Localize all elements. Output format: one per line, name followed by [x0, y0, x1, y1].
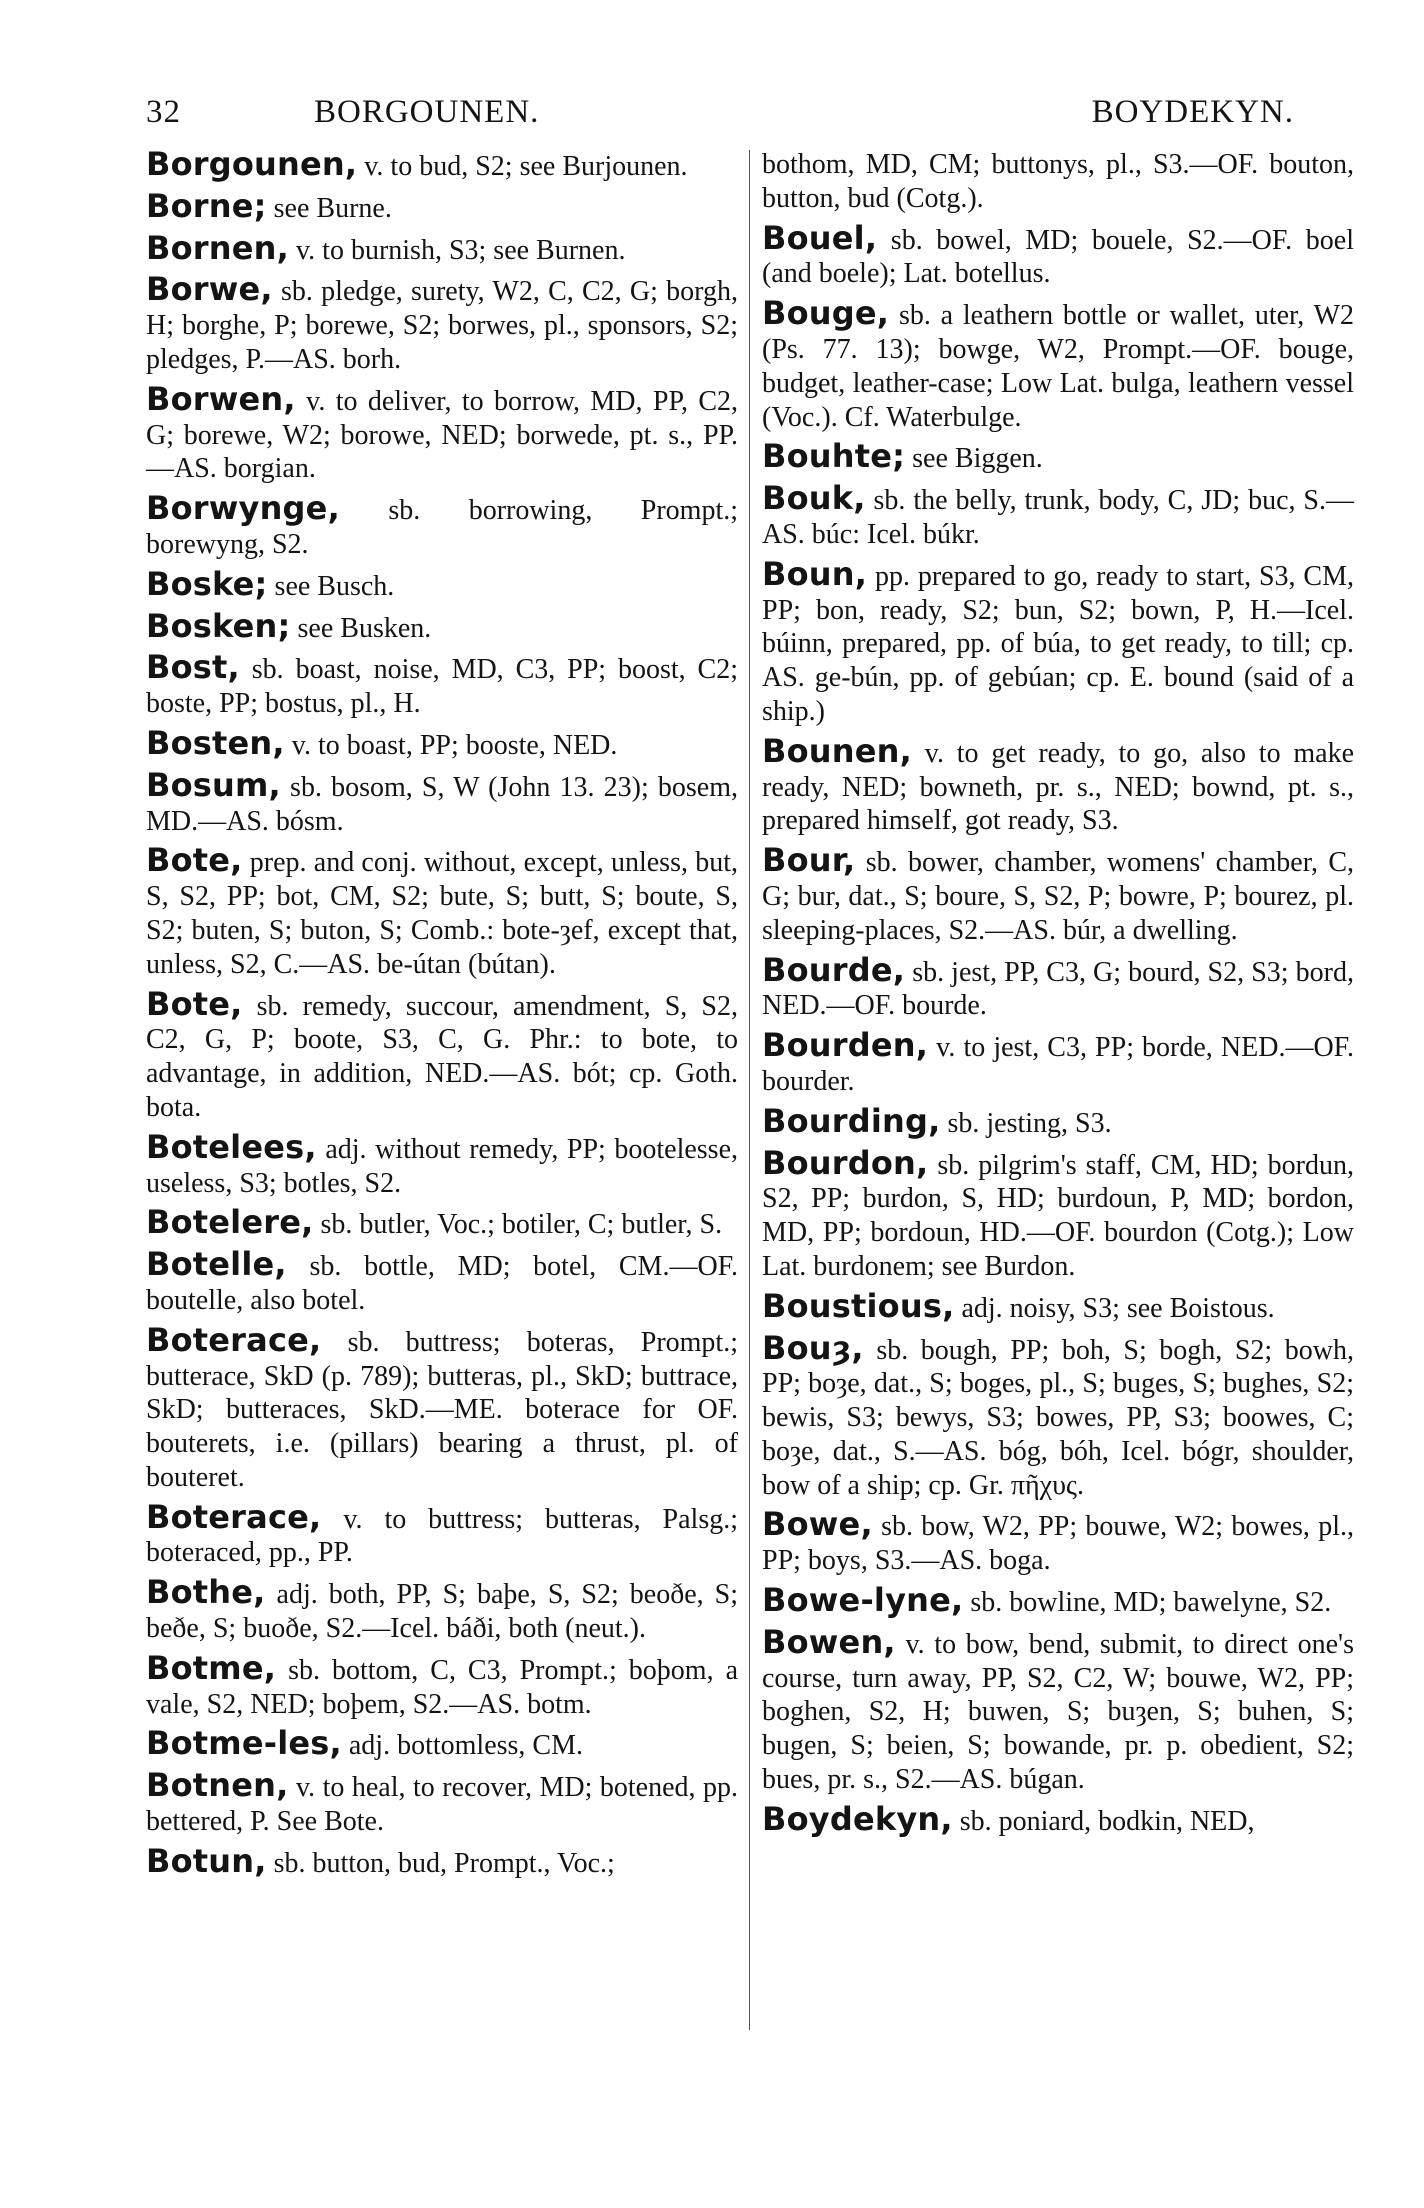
entry-headword: Botme,: [146, 1648, 277, 1687]
entry-definition: v. to heal, to recover, MD; botened, pp. bettered, P. See Bote.: [146, 1772, 738, 1838]
dictionary-entry: [146, 984, 738, 1125]
page-number: 32: [146, 94, 181, 130]
entry-headword: Bourdon,: [762, 1143, 929, 1182]
dictionary-entry: [146, 1841, 738, 1881]
entry-definition: sb. remedy, succour, amendment, S, S2, C2, G, P; boote, S3, C, G. Phr.: to bote, to advantage, in addition, NED.—AS. bót; cp. Goth. bota.: [146, 990, 738, 1123]
entry-definition: sb. bowel, MD; bouele, S2.—OF. boel (and boele); Lat. botellus.: [762, 224, 1354, 290]
entry-headword: Bosken;: [146, 606, 291, 645]
entry-definition: sb. buttress; boteras, Prompt.; butterace, SkD (p. 789); butteras, pl., SkD; buttrace, SkD; butteraces, SkD.—ME. boterace for OF. bouterets, i.e. (pillars) bearing a thrust, pl. of bouteret.: [146, 1326, 738, 1493]
entry-headword: Borwen,: [146, 379, 296, 418]
entry-headword: Bour,: [762, 841, 856, 880]
entry-definition: sb. butler, Voc.; botiler, C; butler, S.: [313, 1209, 723, 1241]
entry-definition: v. to get ready, to go, also to make ready, NED; bowneth, pr. s., NED; bownd, pt. s., prepared himself, got ready, S3.: [762, 737, 1354, 837]
dictionary-entry: [146, 1648, 738, 1722]
dictionary-entry: [762, 731, 1354, 838]
entry-headword: Bouhte;: [762, 437, 906, 476]
entry-definition: sb. a leathern bottle or wallet, uter, W2 (Ps. 77. 13); bowge, W2, Prompt.—OF. bouge, budget, leather-case; Low Lat. bulga, leathern vessel (Voc.). Cf. Waterbulge.: [762, 300, 1354, 433]
dictionary-entry: [146, 1724, 738, 1763]
entry-headword: Bouge,: [762, 294, 890, 333]
entry-headword: Bowen,: [762, 1622, 896, 1661]
entry-headword: Boske;: [146, 564, 268, 603]
dictionary-entry: [146, 1127, 738, 1201]
entry-definition: adj. bottomless, CM.: [341, 1730, 583, 1762]
dictionary-entry: [762, 1286, 1354, 1326]
entry-headword: Botelees,: [146, 1127, 317, 1166]
entry-definition: sb. pledge, surety, W2, C, C2, G; borgh, H; borghe, P; borewe, S2; borwes, pl., sponsors, S2; pledges, P.—AS. borh.: [146, 276, 738, 375]
dictionary-entry: [762, 294, 1354, 434]
dictionary-entry: [146, 564, 738, 604]
dictionary-entry: [146, 648, 738, 721]
entry-definition: sb. pilgrim's staff, CM, HD; bordun, S2, PP; burdon, S, HD; burdoun, P, MD; bordon, MD, PP; bordoun, HD.—OF. bourdon (Cotg.); Low Lat. burdonem; see Burdon.: [762, 1149, 1354, 1282]
entry-definition: sb. bosom, S, W (John 13. 23); bosem, MD.—AS. bósm.: [146, 771, 738, 837]
entry-definition: sb. bowline, MD; bawelyne, S2.: [963, 1587, 1332, 1619]
left-column: [146, 145, 738, 1887]
entry-definition: see Burne.: [266, 192, 392, 224]
entry-headword: Borgounen,: [146, 145, 358, 183]
dictionary-entry: [146, 1245, 738, 1318]
entry-headword: Bourde,: [762, 950, 906, 989]
entry-headword: Bowe,: [762, 1505, 873, 1544]
entry-definition: sb. bower, chamber, womens' chamber, C, G; bur, dat., S; boure, S, S2, P; bowre, P; bourez, pl. sleeping-places, S2.—AS. búr, a dwelling.: [762, 847, 1354, 946]
entry-definition: sb. button, bud, Prompt., Voc.;: [266, 1847, 615, 1879]
right-running-head: BOYDEKYN.: [1091, 94, 1294, 130]
entry-definition: sb. jest, PP, C3, G; bourd, S2, S3; bord, NED.—OF. bourde.: [762, 956, 1354, 1022]
entry-definition: see Biggen.: [905, 443, 1043, 475]
entry-definition: adj. noisy, S3; see Boistous.: [954, 1292, 1275, 1324]
entry-definition: adj. without remedy, PP; bootelesse, useless, S3; botles, S2.: [146, 1133, 738, 1199]
dictionary-entry: [146, 765, 738, 839]
entry-definition: see Busch.: [267, 570, 395, 602]
entry-definition: adj. both, PP, S; baþe, S, S2; beoðe, S; beðe, S; buoðe, S2.—Icel. báði, both (neut.).: [146, 1579, 738, 1645]
dictionary-entry: [146, 270, 738, 376]
right-column: [762, 148, 1354, 1845]
entry-definition: v. to bud, S2; see Burjounen.: [357, 151, 688, 182]
entry-definition: sb. bow, W2, PP; bouwe, W2; bowes, pl., PP; boys, S3.—AS. boga.: [762, 1511, 1354, 1577]
dictionary-entry: [762, 437, 1354, 476]
entry-headword: Bourding,: [762, 1101, 941, 1140]
entry-headword: Boterace,: [146, 1320, 322, 1359]
dictionary-entry: [762, 841, 1354, 947]
left-running-head: BORGOUNEN.: [314, 94, 540, 130]
entry-headword: Bornen,: [146, 228, 289, 267]
entry-definition: sb. the belly, trunk, body, C, JD; buc, S.—AS. búc: Icel. búkr.: [762, 485, 1354, 550]
entry-definition: sb. bough, PP; boh, S; bogh, S2; bowh, PP; boȝe, dat., S; boges, pl., S; buges, S; bughes, S2; bewis, S3; bewys, S3; bowes, PP, S3; boowes, C; boȝe, dat., S.—AS. bóg, bóh, Icel. bógr, shoulder, bow of a ship; cp. Gr. πῆχυς.: [762, 1334, 1354, 1501]
dictionary-entry: [146, 379, 738, 486]
dictionary-entry: [146, 841, 738, 981]
dictionary-entry: [146, 1573, 738, 1646]
entry-headword: Bote,: [146, 984, 243, 1023]
dictionary-entry: [146, 186, 738, 226]
dictionary-entry: [146, 1203, 738, 1242]
entry-headword: Botme-les,: [146, 1724, 342, 1763]
dictionary-entry: [762, 479, 1354, 552]
entry-definition: see Busken.: [290, 612, 432, 644]
dictionary-entry: [762, 1581, 1354, 1620]
entry-headword: Bowe-lyne,: [762, 1581, 964, 1620]
dictionary-entry: [762, 1505, 1354, 1578]
dictionary-entry: [146, 228, 738, 268]
entry-definition: v. to burnish, S3; see Burnen.: [288, 234, 626, 266]
dictionary-entry: [146, 489, 738, 562]
dictionary-entry: [762, 148, 1354, 216]
entry-headword: Boun,: [762, 554, 868, 593]
entry-headword: Botun,: [146, 1841, 267, 1880]
entry-headword: Botelere,: [146, 1203, 314, 1242]
dictionary-entry: [762, 1328, 1354, 1503]
entry-definition: pp. prepared to go, ready to start, S3, CM, PP; bon, ready, S2; bun, S2; bown, P, H.—Icel. búinn, prepared, pp. of búa, to get ready, to till; cp. AS. ge-bún, pp. of gebúan; cp. E. bound (said of a ship.): [762, 560, 1354, 727]
entry-headword: Bouȝ,: [762, 1328, 864, 1367]
entry-headword: Boustious,: [762, 1286, 955, 1325]
entry-definition: v. to boast, PP; booste, NED.: [284, 729, 618, 761]
entry-headword: Borwe,: [146, 270, 273, 309]
entry-headword: Bosum,: [146, 765, 281, 804]
entry-definition: v. to deliver, to borrow, MD, PP, C2, G; borewe, W2; borowe, NED; borwede, pt. s., PP.—AS. borgian.: [146, 385, 738, 485]
entry-definition: bothom, MD, CM; buttonys, pl., S3.—OF. bouton, button, bud (Cotg.).: [762, 149, 1354, 214]
dictionary-entry: [762, 1101, 1354, 1141]
dictionary-entry: [146, 723, 738, 763]
entry-definition: v. to jest, C3, PP; borde, NED.—OF. bourder.: [762, 1032, 1354, 1097]
entry-headword: Borwynge,: [146, 489, 340, 528]
entry-headword: Bouel,: [762, 218, 878, 257]
dictionary-entry: [146, 1320, 738, 1495]
entry-headword: Bouk,: [762, 479, 866, 518]
entry-headword: Bothe,: [146, 1573, 266, 1612]
dictionary-entry: [762, 218, 1354, 292]
entry-headword: Boterace,: [146, 1497, 322, 1536]
entry-definition: v. to bow, bend, submit, to direct one's course, turn away, PP, S2, C2, W; bouwe, W2, PP; boghen, S2, H; buwen, S; buȝen, S; buhen, S; bugen, S; beien, S; bowande, pr. p. obedient, S2; bues, pr. s., S2.—AS. búgan.: [762, 1628, 1354, 1796]
entry-headword: Borne;: [146, 186, 267, 225]
entry-definition: sb. poniard, bodkin, NED,: [952, 1805, 1255, 1837]
dictionary-entry: [146, 1497, 738, 1571]
entry-headword: Bosten,: [146, 723, 285, 762]
entry-definition: v. to buttress; butteras, Palsg.; boteraced, pp., PP.: [146, 1503, 738, 1569]
entry-headword: Bost,: [146, 648, 240, 687]
entry-definition: sb. bottom, C, C3, Prompt.; boþom, a vale, S2, NED; boþem, S2.—AS. botm.: [146, 1654, 738, 1720]
dictionary-entry: [146, 145, 738, 184]
running-header: [146, 88, 1294, 144]
dictionary-entry: [762, 950, 1354, 1024]
entry-headword: Bote,: [146, 841, 243, 880]
entry-headword: Bounen,: [762, 731, 912, 770]
column-divider: [749, 150, 750, 2030]
entry-headword: Botelle,: [146, 1245, 287, 1284]
dictionary-entry: [762, 1799, 1354, 1839]
dictionary-entry: [146, 1766, 738, 1839]
entry-definition: sb. borrowing, Prompt.; borewyng, S2.: [146, 495, 738, 560]
dictionary-entry: [762, 554, 1354, 729]
entry-headword: Bourden,: [762, 1026, 929, 1065]
dictionary-entry: [762, 1622, 1354, 1797]
entry-definition: prep. and conj. without, except, unless, but, S, S2, PP; bot, CM, S2; bute, S; butt, S; boute, S, S2; buten, S; buton, S; Comb.: bote-ȝef, except that, unless, S2, C.—AS. be-útan (bútan).: [146, 847, 738, 980]
entry-headword: Botnen,: [146, 1766, 289, 1805]
entry-definition: sb. bottle, MD; botel, CM.—OF. boutelle, also botel.: [146, 1251, 738, 1316]
dictionary-entry: [762, 1026, 1354, 1099]
entry-headword: Boydekyn,: [762, 1799, 953, 1838]
dictionary-entry: [146, 606, 738, 646]
entry-definition: sb. boast, noise, MD, C3, PP; boost, C2; boste, PP; bostus, pl., H.: [146, 654, 738, 720]
entry-definition: sb. jesting, S3.: [940, 1107, 1112, 1139]
dictionary-entry: [762, 1143, 1354, 1284]
